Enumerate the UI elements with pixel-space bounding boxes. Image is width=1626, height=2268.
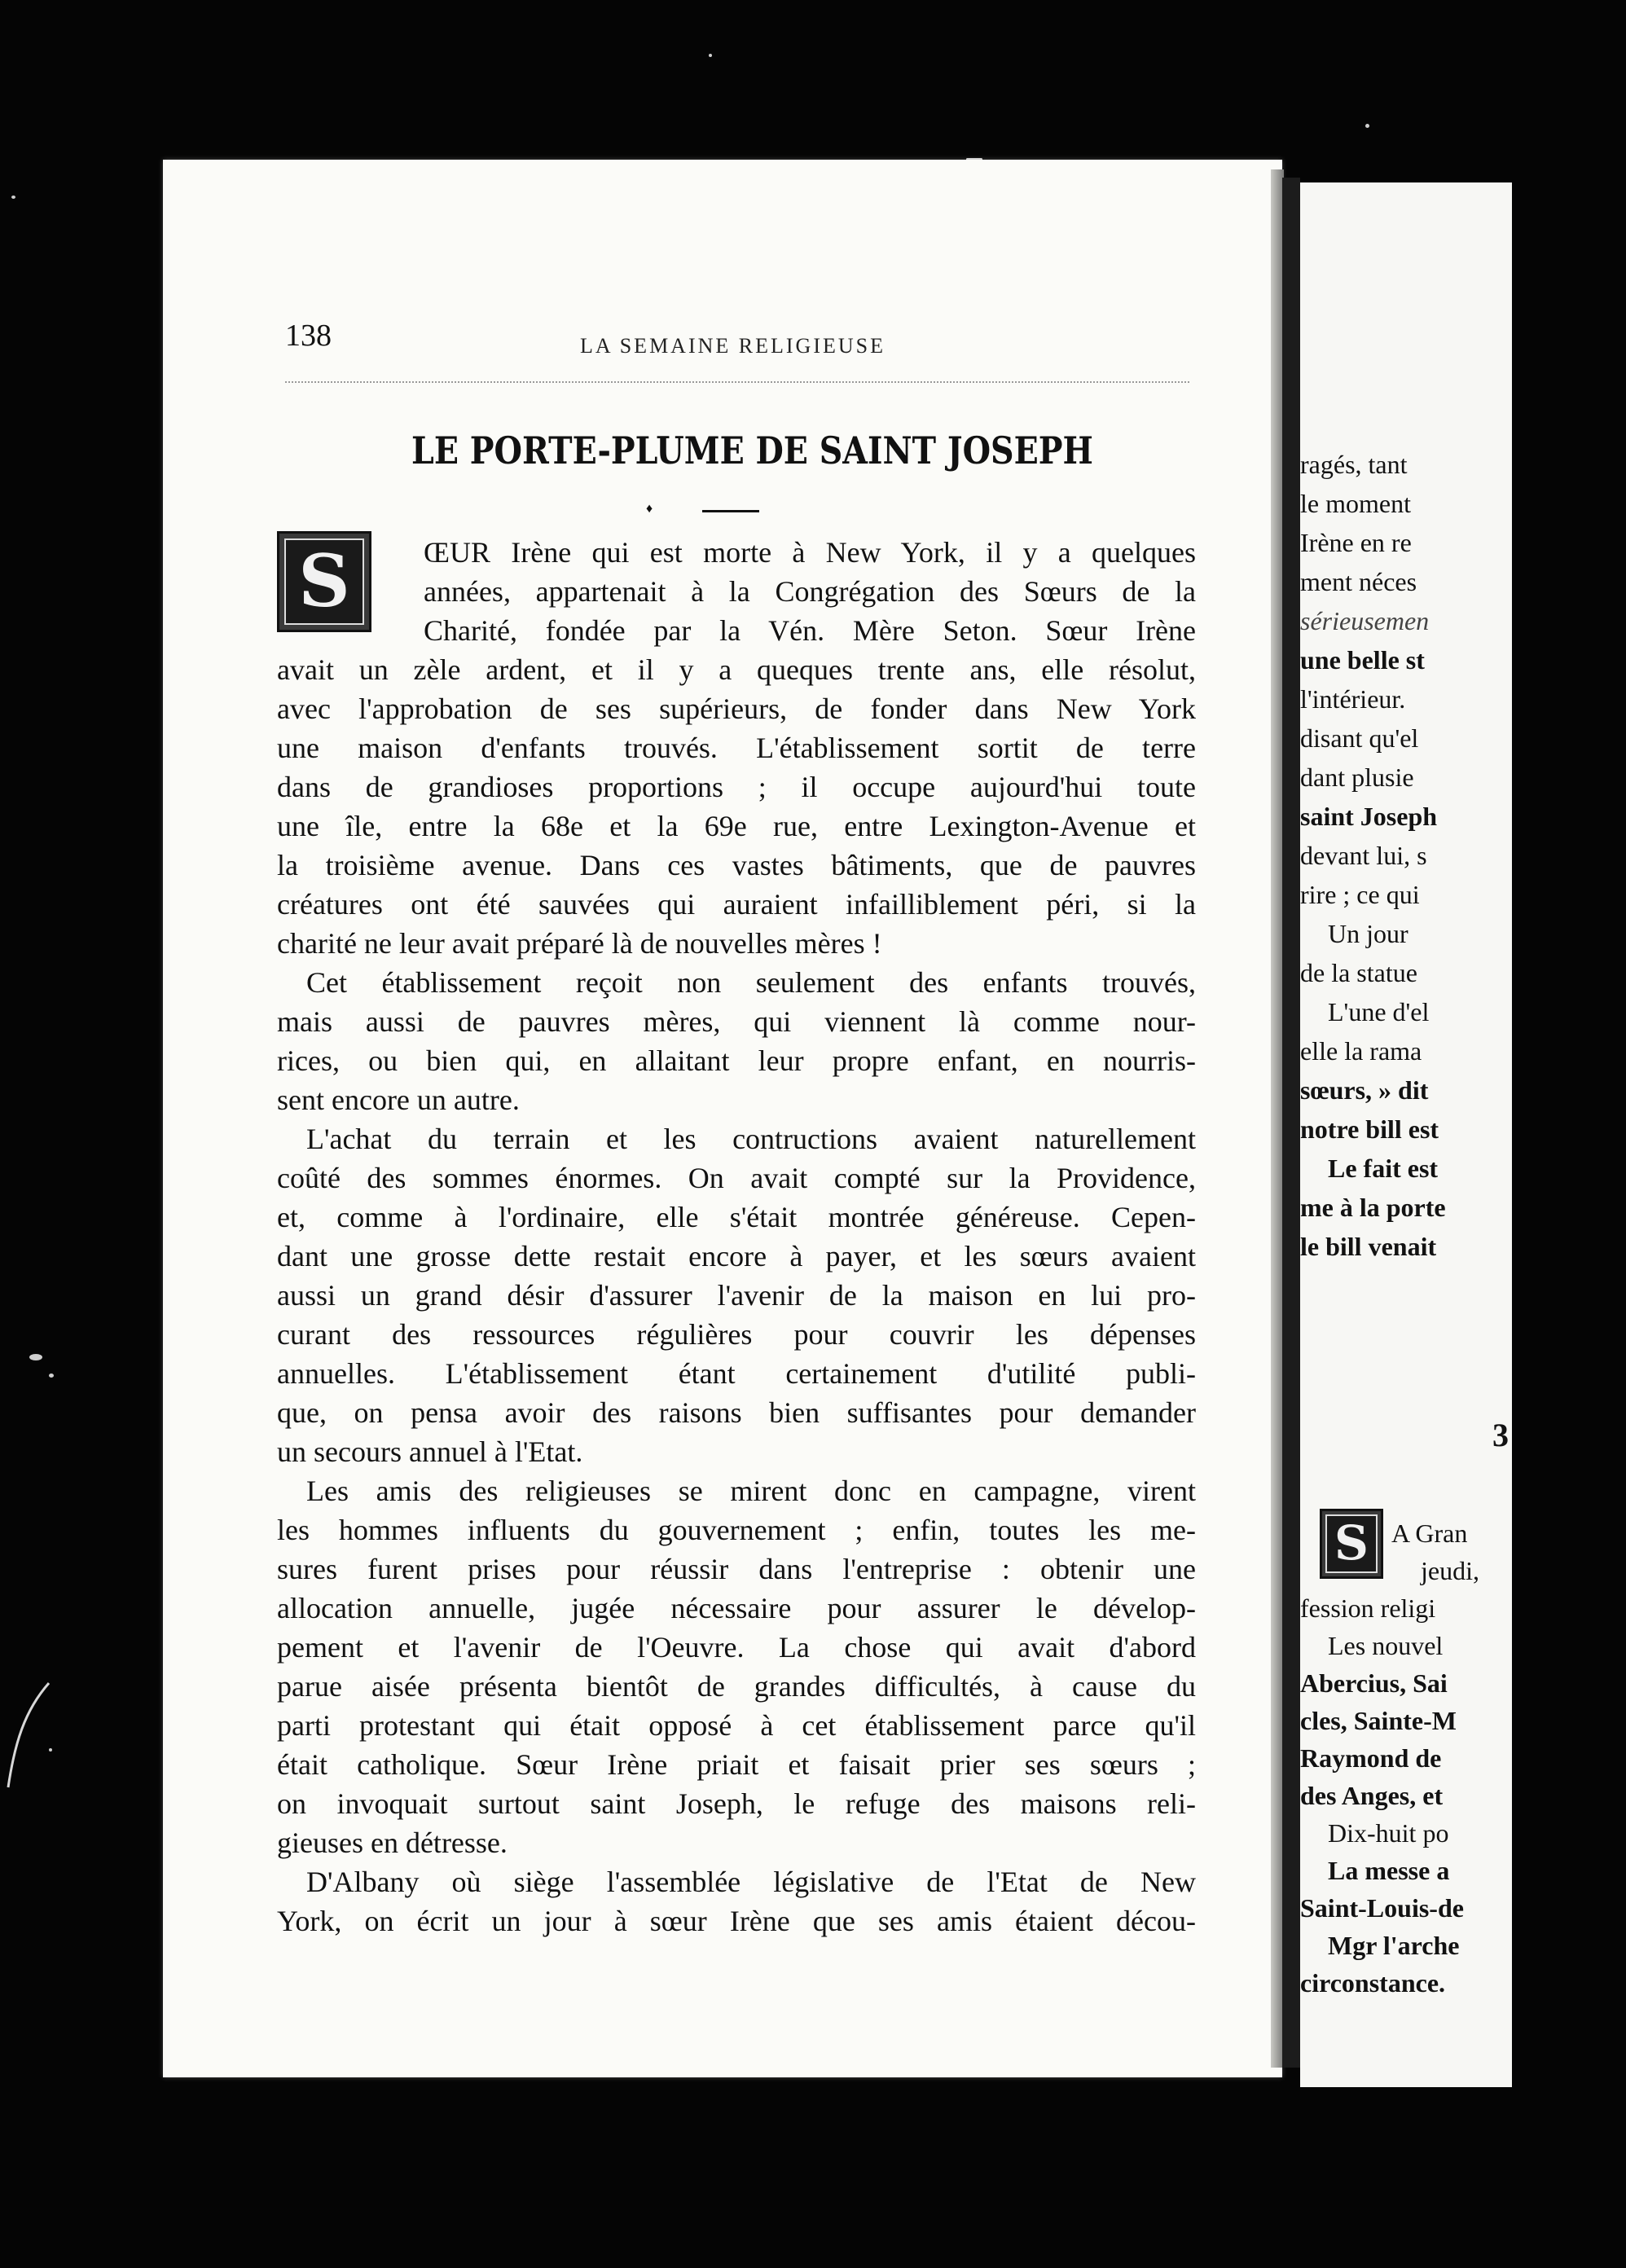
text-line: L'achat du terrain et les contructions avaient naturellement	[306, 1123, 1196, 1155]
scratch-mark	[0, 1678, 57, 1792]
drop-cap	[1320, 1509, 1383, 1579]
text-line: notre bill est	[1300, 1114, 1439, 1144]
right-page	[1300, 182, 1512, 2087]
text-line: Les nouvel	[1328, 1631, 1444, 1660]
text-line: dans de grandioses proportions ; il occupe aujourd'hui toute	[277, 771, 1196, 803]
text-line: un secours annuel à l'Etat.	[277, 1435, 583, 1468]
text-line: L'une d'el	[1328, 997, 1430, 1026]
dust-speck	[11, 196, 15, 199]
drop-cap-letter: S	[1325, 1514, 1378, 1573]
text-line: le moment	[1300, 489, 1411, 518]
text-line: mais aussi de pauvres mères, qui viennent là comme nour-	[277, 1005, 1196, 1038]
text-line: une belle st	[1300, 645, 1425, 675]
text-line: la troisième avenue. Dans ces vastes bâtiments, que de pauvres	[277, 849, 1196, 881]
text-line: charité ne leur avait préparé là de nouvelles mères !	[277, 927, 882, 960]
text-line: et, comme à l'ordinaire, elle s'était montrée généreuse. Cepen-	[277, 1201, 1196, 1233]
dust-speck	[29, 1354, 42, 1360]
text-line: années, appartenait à la Congrégation des Sœurs de la	[424, 575, 1196, 608]
text-line: une île, entre la 68e et la 69e rue, entre Lexington-Avenue et	[277, 810, 1196, 842]
text-line: était catholique. Sœur Irène priait et faisait prier ses sœurs ;	[277, 1748, 1196, 1781]
text-line: les hommes influents du gouvernement ; enfin, toutes les me-	[277, 1514, 1196, 1546]
text-line: parti protestant qui était opposé à cet établissement parce qu'il	[277, 1709, 1196, 1742]
text-line: dant une grosse dette restait encore à payer, et les sœurs avaient	[277, 1240, 1196, 1272]
text-line: le bill venait	[1300, 1232, 1437, 1261]
text-line: Un jour	[1328, 919, 1408, 948]
text-line: une maison d'enfants trouvés. L'établissement sortit de terre	[277, 732, 1196, 764]
text-line: allocation annuelle, jugée nécessaire pour assurer le dévelop-	[277, 1592, 1196, 1624]
text-line: jeudi,	[1421, 1556, 1479, 1585]
dust-speck	[709, 54, 712, 57]
text-line: Saint-Louis-de	[1300, 1893, 1464, 1923]
text-line: circonstance.	[1300, 1968, 1446, 1998]
title-rule	[702, 510, 759, 512]
text-line: Cet établissement reçoit non seulement des enfants trouvés,	[306, 966, 1196, 999]
text-line: Abercius, Sai	[1300, 1668, 1448, 1698]
text-line: cles, Sainte-M	[1300, 1706, 1457, 1735]
text-line: avait un zèle ardent, et il y a queques trente ans, elle résolut,	[277, 653, 1196, 686]
text-line: elle la rama	[1300, 1036, 1422, 1066]
text-line: Le fait est	[1328, 1154, 1439, 1183]
dust-speck	[1365, 124, 1369, 128]
text-line: fession religi	[1300, 1593, 1436, 1623]
text-line: ragés, tant	[1300, 450, 1408, 479]
text-line: que, on pensa avoir des raisons bien suffisantes pour demander	[277, 1396, 1196, 1429]
article-title: LE PORTE-PLUME DE SAINT JOSEPH	[411, 429, 1093, 472]
book-spine	[1282, 178, 1300, 2068]
text-line: sures furent prises pour réussir dans l'entreprise : obtenir une	[277, 1553, 1196, 1585]
text-line: des Anges, et	[1300, 1781, 1444, 1810]
text-line: saint Joseph	[1300, 802, 1438, 831]
drop-cap-letter: S	[284, 538, 364, 625]
text-line: on invoquait surtout saint Joseph, le refuge des maisons reli-	[277, 1787, 1196, 1820]
text-line: l'intérieur.	[1300, 684, 1406, 714]
text-line: rices, ou bien qui, en allaitant leur propre enfant, en nourris-	[277, 1044, 1196, 1077]
text-line: avec l'approbation de ses supérieurs, de fonder dans New York	[277, 692, 1196, 725]
title-ornament: ♦	[646, 502, 653, 516]
left-page	[163, 160, 1282, 2077]
text-line: D'Albany où siège l'assemblée législative de l'Etat de New	[306, 1866, 1196, 1898]
text-line: ment néces	[1300, 567, 1417, 596]
text-line: parue aisée présenta bientôt de grandes difficultés, à cause du	[277, 1670, 1196, 1703]
text-line: me à la porte	[1300, 1193, 1446, 1222]
text-line: de la statue	[1300, 958, 1417, 987]
text-line: aussi un grand désir d'assurer l'avenir de la maison en lui pro-	[277, 1279, 1196, 1312]
text-line: créatures ont été sauvées qui auraient infailliblement péri, si la	[277, 888, 1196, 921]
dust-speck	[49, 1374, 54, 1378]
text-line: sérieusemen	[1300, 606, 1430, 635]
text-line: disant qu'el	[1300, 723, 1419, 753]
text-line: gieuses en détresse.	[277, 1826, 508, 1859]
text-line: Les amis des religieuses se mirent donc en campagne, virent	[306, 1475, 1196, 1507]
text-line: La messe a	[1328, 1856, 1450, 1885]
text-line: A Gran	[1391, 1519, 1468, 1548]
text-line: annuelles. L'établissement étant certainement d'utilité publi-	[277, 1357, 1196, 1390]
text-line: devant lui, s	[1300, 841, 1427, 870]
header-rule	[285, 381, 1189, 383]
article-body	[277, 533, 1196, 1941]
text-line: Raymond de	[1300, 1743, 1442, 1773]
text-line: Dix-huit po	[1328, 1818, 1449, 1848]
text-line: ŒUR Irène qui est morte à New York, il y a quelques	[424, 536, 1196, 569]
running-head: LA SEMAINE RELIGIEUSE	[580, 334, 886, 358]
page-number: 138	[285, 319, 332, 353]
text-line: coûté des sommes énormes. On avait compté sur la Providence,	[277, 1162, 1196, 1194]
text-line: sœurs, » dit	[1300, 1075, 1429, 1105]
text-line: York, on écrit un jour à sœur Irène que ses amis étaient décou-	[277, 1905, 1196, 1937]
text-line: Mgr l'arche	[1328, 1931, 1460, 1960]
text-line: curant des ressources régulières pour couvrir les dépenses	[277, 1318, 1196, 1351]
text-line: rire ; ce qui	[1300, 880, 1420, 909]
text-line: Charité, fondée par la Vén. Mère Seton. Sœur Irène	[424, 614, 1196, 647]
text-line: dant plusie	[1300, 763, 1414, 792]
text-line: pement et l'avenir de l'Oeuvre. La chose qui avait d'abord	[277, 1631, 1196, 1664]
text-line: sent encore un autre.	[277, 1083, 520, 1116]
text-line: Irène en re	[1300, 528, 1412, 557]
stray-character: 3	[1492, 1417, 1509, 1453]
